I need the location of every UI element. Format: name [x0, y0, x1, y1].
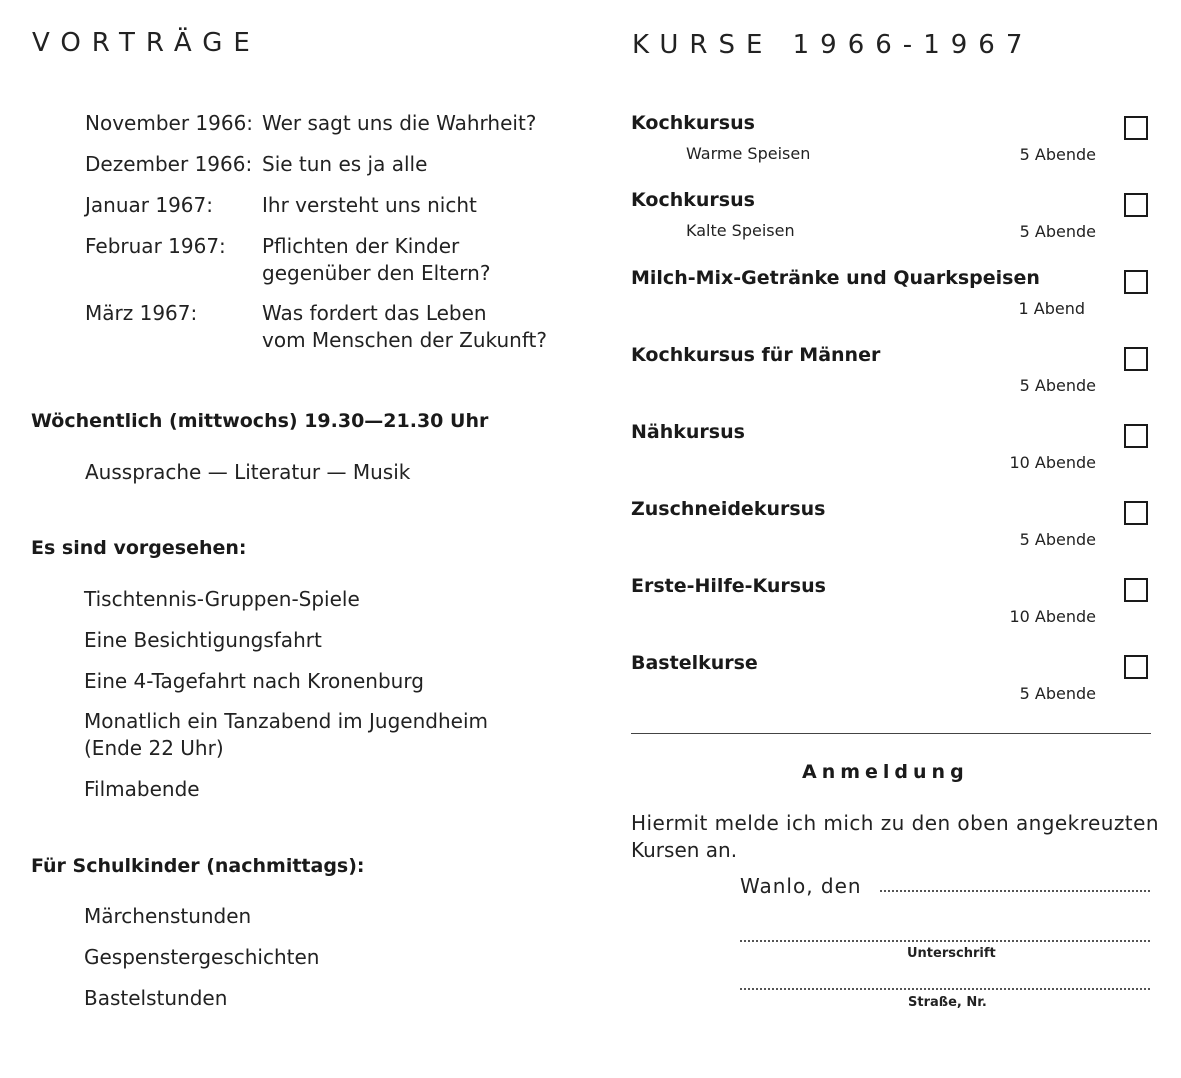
- course-duration: 5 Abende: [1019, 376, 1096, 395]
- date-field[interactable]: [880, 890, 1150, 892]
- course-subtitle: Kalte Speisen: [686, 221, 795, 240]
- lecture-topic: Pflichten der Kinder: [262, 234, 460, 258]
- street-label: Straße, Nr.: [908, 995, 987, 1010]
- course-checkbox[interactable]: [1124, 270, 1148, 294]
- course-name: Kochkursus für Männer: [631, 344, 881, 366]
- lecture-date: Januar 1967:: [85, 193, 213, 217]
- course-name: Kochkursus: [631, 112, 755, 134]
- planned-item: Eine Besichtigungsfahrt: [84, 628, 322, 652]
- kids-heading: Für Schulkinder (nachmittags):: [31, 855, 365, 877]
- lecture-date: November 1966:: [85, 111, 254, 135]
- course-checkbox[interactable]: [1124, 578, 1148, 602]
- signature-field[interactable]: [740, 940, 1150, 942]
- registration-text-line2: Kursen an.: [631, 838, 738, 862]
- course-name: Bastelkurse: [631, 652, 758, 674]
- course-subtitle: Warme Speisen: [686, 144, 811, 163]
- weekly-text: Aussprache — Literatur — Musik: [85, 460, 411, 484]
- weekly-heading: Wöchentlich (mittwochs) 19.30—21.30 Uhr: [31, 410, 489, 432]
- course-duration: 5 Abende: [1019, 530, 1096, 549]
- course-checkbox[interactable]: [1124, 424, 1148, 448]
- registration-title: Anmeldung: [802, 761, 969, 783]
- section-divider: [631, 733, 1151, 734]
- lecture-topic: Ihr versteht uns nicht: [262, 193, 477, 217]
- lecture-topic: Was fordert das Leben: [262, 301, 487, 325]
- lecture-topic: Wer sagt uns die Wahrheit?: [262, 111, 537, 135]
- lecture-date: Dezember 1966:: [85, 152, 253, 176]
- course-duration: 5 Abende: [1019, 222, 1096, 241]
- course-duration: 5 Abende: [1019, 145, 1096, 164]
- course-name: Zuschneidekursus: [631, 498, 826, 520]
- planned-item: Eine 4-Tagefahrt nach Kronenburg: [84, 669, 424, 693]
- course-name: Nähkursus: [631, 421, 745, 443]
- course-checkbox[interactable]: [1124, 193, 1148, 217]
- lecture-date: Februar 1967:: [85, 234, 226, 258]
- lecture-topic-line2: gegenüber den Eltern?: [262, 261, 491, 285]
- course-duration: 10 Abende: [1009, 453, 1096, 472]
- registration-text: Hiermit melde ich mich zu den oben angekreuzten: [631, 811, 1159, 835]
- lecture-topic: Sie tun es ja alle: [262, 152, 428, 176]
- course-checkbox[interactable]: [1124, 655, 1148, 679]
- course-name: Kochkursus: [631, 189, 755, 211]
- course-checkbox[interactable]: [1124, 501, 1148, 525]
- planned-item: Filmabende: [84, 777, 200, 801]
- lecture-topic-line2: vom Menschen der Zukunft?: [262, 328, 547, 352]
- course-name: Erste-Hilfe-Kursus: [631, 575, 826, 597]
- signature-label: Unterschrift: [907, 946, 996, 961]
- lecture-date: März 1967:: [85, 301, 198, 325]
- course-duration: 5 Abende: [1019, 684, 1096, 703]
- planned-item: Monatlich ein Tanzabend im Jugendheim: [84, 709, 488, 733]
- course-duration: 1 Abend: [1018, 299, 1085, 318]
- lectures-title: VORTRÄGE: [32, 28, 261, 58]
- planned-heading: Es sind vorgesehen:: [31, 537, 247, 559]
- course-duration: 10 Abende: [1009, 607, 1096, 626]
- kids-item: Bastelstunden: [84, 986, 228, 1010]
- kids-item: Gespenstergeschichten: [84, 945, 320, 969]
- street-field[interactable]: [740, 988, 1150, 990]
- planned-item: (Ende 22 Uhr): [84, 736, 224, 760]
- courses-title: KURSE 1966-1967: [632, 30, 1034, 60]
- course-name: Milch-Mix-Getränke und Quarkspeisen: [631, 267, 1040, 289]
- kids-item: Märchenstunden: [84, 904, 252, 928]
- planned-item: Tischtennis-Gruppen-Spiele: [84, 587, 360, 611]
- course-checkbox[interactable]: [1124, 347, 1148, 371]
- place-label: Wanlo, den: [740, 874, 862, 898]
- course-checkbox[interactable]: [1124, 116, 1148, 140]
